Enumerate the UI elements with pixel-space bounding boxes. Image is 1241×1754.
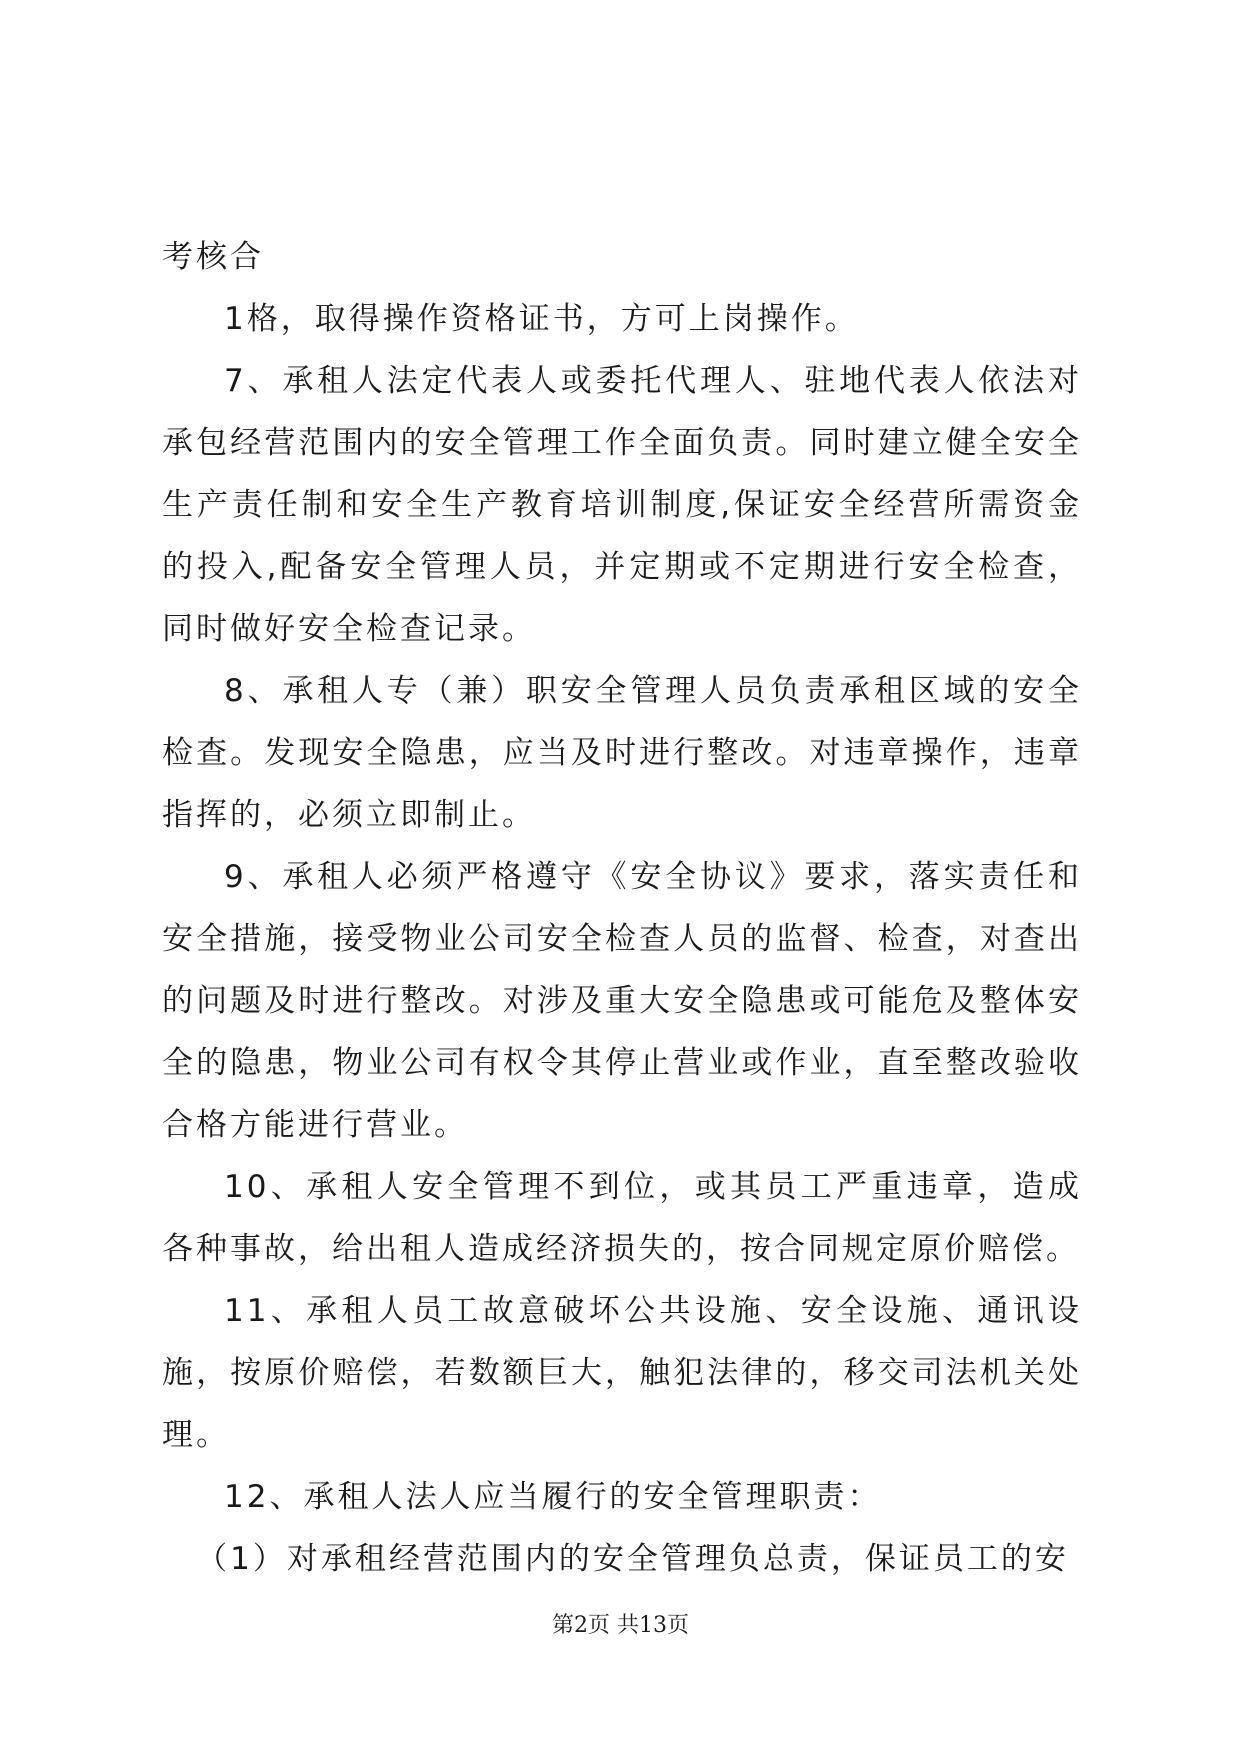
- page-footer: [0, 1608, 1241, 1639]
- paragraph-clause-12-item-1: （1）对承租经营范围内的安全管理负总责，保证员工的安: [196, 1541, 1069, 1577]
- paragraph-clause-12: 12、承租人法人应当履行的安全管理职责：: [224, 1479, 882, 1515]
- page-number-label: 第2页 共13页: [552, 1613, 689, 1638]
- document-body: [162, 226, 1082, 1590]
- paragraph-clause-9: 9、承租人必须严格遵守《安全协议》要求，落实责任和安全措施，接受物业公司安全检查人员的监督、检查，对查出的问题及时进行整改。对涉及重大安全隐患或可能危及整体安全的隐患，物业公司有权令其停止营业或作业，直至整改验收合格方能进行营业。: [162, 859, 1082, 1143]
- paragraph-clause-1: 1格，取得操作资格证书，方可上岗操作。: [224, 301, 859, 337]
- paragraph-clause-7: 7、承租人法定代表人或委托代理人、驻地代表人依法对承包经营范围内的安全管理工作全面负责。同时建立健全安全生产责任制和安全生产教育培训制度,保证安全经营所需资金的投入,配备安全管理人员，并定期或不定期进行安全检查，同时做好安全检查记录。: [162, 363, 1082, 647]
- paragraph-clause-11: 11、承租人员工故意破坏公共设施、安全设施、通讯设施，按原价赔偿，若数额巨大，触犯法律的，移交司法机关处理。: [162, 1293, 1082, 1453]
- paragraph-clause-8: 8、承租人专（兼）职安全管理人员负责承租区域的安全检查。发现安全隐患，应当及时进行整改。对违章操作，违章指挥的，必须立即制止。: [162, 673, 1082, 833]
- paragraph-fragment: 考核合: [162, 239, 264, 275]
- paragraph-clause-10: 10、承租人安全管理不到位，或其员工严重违章，造成各种事故，给出租人造成经济损失的，按合同规定原价赔偿。: [162, 1169, 1082, 1267]
